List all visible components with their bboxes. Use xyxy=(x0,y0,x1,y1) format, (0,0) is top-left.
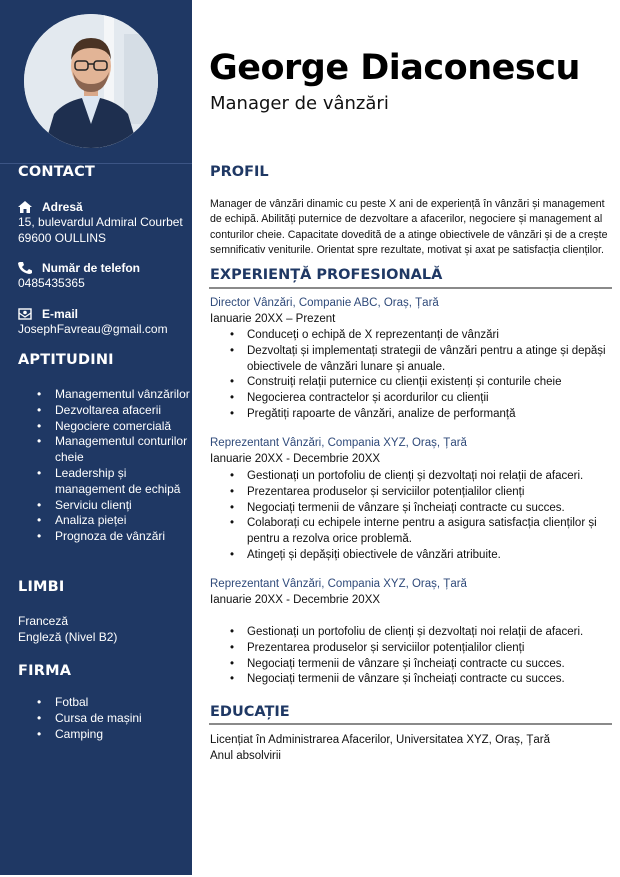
candidate-title: Manager de vânzări xyxy=(210,93,389,114)
job-role: Reprezentant Vânzări, Compania XYZ, Oraș, Țară xyxy=(210,578,467,590)
address-line-2: 69600 OULLINS xyxy=(18,231,107,245)
profile-photo-illustration xyxy=(24,14,158,148)
experience-rule xyxy=(209,287,612,289)
job-bullet: • Prezentarea produselor și serviciilor potențialilor clienți xyxy=(230,641,615,657)
job-dates: Ianuarie 20XX – Prezent xyxy=(210,313,336,325)
education-heading: EDUCAȚIE xyxy=(210,704,290,720)
email-address[interactable]: JosephFavreau@gmail.com xyxy=(18,322,168,336)
job-bullet: • Prezentarea produselor și serviciilor potențialilor clienți xyxy=(230,485,615,501)
education-rule xyxy=(209,723,612,725)
skill-item: • Prognoza de vânzări xyxy=(37,529,195,545)
phone-label-text: Număr de telefon xyxy=(42,261,141,275)
skills-heading: APTITUDINI xyxy=(18,352,114,368)
skills-list xyxy=(37,387,195,545)
job-bullet: • Gestionați un portofoliu de clienți și dezvoltați noi relații de afaceri. xyxy=(230,625,615,641)
job-bullets xyxy=(230,328,615,423)
profile-text: Manager de vânzări dinamic cu peste X ani de experiență în vânzări și management de echipă. Abilități puternice de dezvoltare a afacerilor, negociere și management al conturilor cheie. Capacitate dovedită de a atinge obiectivele de vânzări și de a crește semnificativ veniturile. Orientat spre rezultate, motivat și axat pe satisfacția clienților. xyxy=(210,198,608,257)
address-label xyxy=(18,200,83,214)
job-bullet: • Colaborați cu echipele interne pentru a asigura satisfacția clienților și pentru a rezolva orice problemă. xyxy=(230,516,615,548)
profile-heading: PROFIL xyxy=(210,164,269,180)
skill-item: • Managementul vânzărilor xyxy=(37,387,195,403)
contact-heading: CONTACT xyxy=(18,164,96,180)
job-bullet: • Atingeți și depășiți obiectivele de vânzări atribuite. xyxy=(230,548,615,564)
hobbies-list xyxy=(37,695,195,742)
home-icon xyxy=(18,201,32,213)
skill-item: • Analiza pieței xyxy=(37,513,195,529)
job-bullet: • Negocierea contractelor și acordurilor cu clienții xyxy=(230,391,615,407)
email-icon xyxy=(18,308,32,320)
hobby-item: • Camping xyxy=(37,727,195,743)
hobbies-heading: FIRMA xyxy=(18,663,72,679)
profile-photo xyxy=(24,14,158,148)
email-label-text: E-mail xyxy=(42,307,79,321)
job-bullet: • Negociați termenii de vânzare și încheiați contracte cu succes. xyxy=(230,657,615,673)
language-item: Franceză xyxy=(18,614,69,628)
education-degree: Licențiat în Administrarea Afacerilor, Universitatea XYZ, Oraș, Țară xyxy=(210,734,551,746)
job-bullet: • Gestionați un portofoliu de clienți și dezvoltați noi relații de afaceri. xyxy=(230,469,615,485)
sidebar xyxy=(0,0,192,875)
hobby-item: • Cursa de mașini xyxy=(37,711,195,727)
languages-heading: LIMBI xyxy=(18,579,65,595)
job-bullet: • Construiți relații puternice cu clienții existenți și conturile cheie xyxy=(230,375,615,391)
job-bullets xyxy=(230,625,615,688)
job-dates: Ianuarie 20XX - Decembrie 20XX xyxy=(210,594,381,606)
job-bullet: • Pregătiți rapoarte de vânzări, analize de performanță xyxy=(230,407,615,423)
job-bullets xyxy=(230,469,615,564)
skill-item: • Negociere comercială xyxy=(37,419,195,435)
address-line-1: 15, bulevardul Admiral Courbet xyxy=(18,215,183,229)
language-item: Engleză (Nivel B2) xyxy=(18,630,118,644)
job-bullet: • Negociați termenii de vânzare și încheiați contracte cu succes. xyxy=(230,672,615,688)
candidate-name: George Diaconescu xyxy=(209,48,580,88)
job-dates: Ianuarie 20XX - Decembrie 20XX xyxy=(210,453,381,465)
phone-label xyxy=(18,261,140,275)
skill-item: • Managementul conturilor cheie xyxy=(37,434,195,466)
job-role: Reprezentant Vânzări, Compania XYZ, Oraș, Țară xyxy=(210,437,467,449)
hobby-item: • Fotbal xyxy=(37,695,195,711)
job-bullet: • Conduceți o echipă de X reprezentanți de vânzări xyxy=(230,328,615,344)
skill-item: • Dezvoltarea afacerii xyxy=(37,403,195,419)
skill-item: • Leadership și management de echipă xyxy=(37,466,195,498)
job-role: Director Vânzări, Companie ABC, Oraș, Țară xyxy=(210,297,439,309)
address-label-text: Adresă xyxy=(42,200,83,214)
experience-heading: EXPERIENȚĂ PROFESIONALĂ xyxy=(210,267,443,283)
email-label xyxy=(18,307,78,321)
phone-number[interactable]: 0485435365 xyxy=(18,276,85,290)
job-bullet: • Negociați termenii de vânzare și încheiați contracte cu succes. xyxy=(230,501,615,517)
phone-icon xyxy=(18,262,32,274)
skill-item: • Serviciu clienți xyxy=(37,498,195,514)
education-year: Anul absolvirii xyxy=(210,750,281,762)
job-bullet: • Dezvoltați și implementați strategii de vânzări pentru a atinge și depăși obiectivele de vânzări lunare și anuale. xyxy=(230,344,615,376)
